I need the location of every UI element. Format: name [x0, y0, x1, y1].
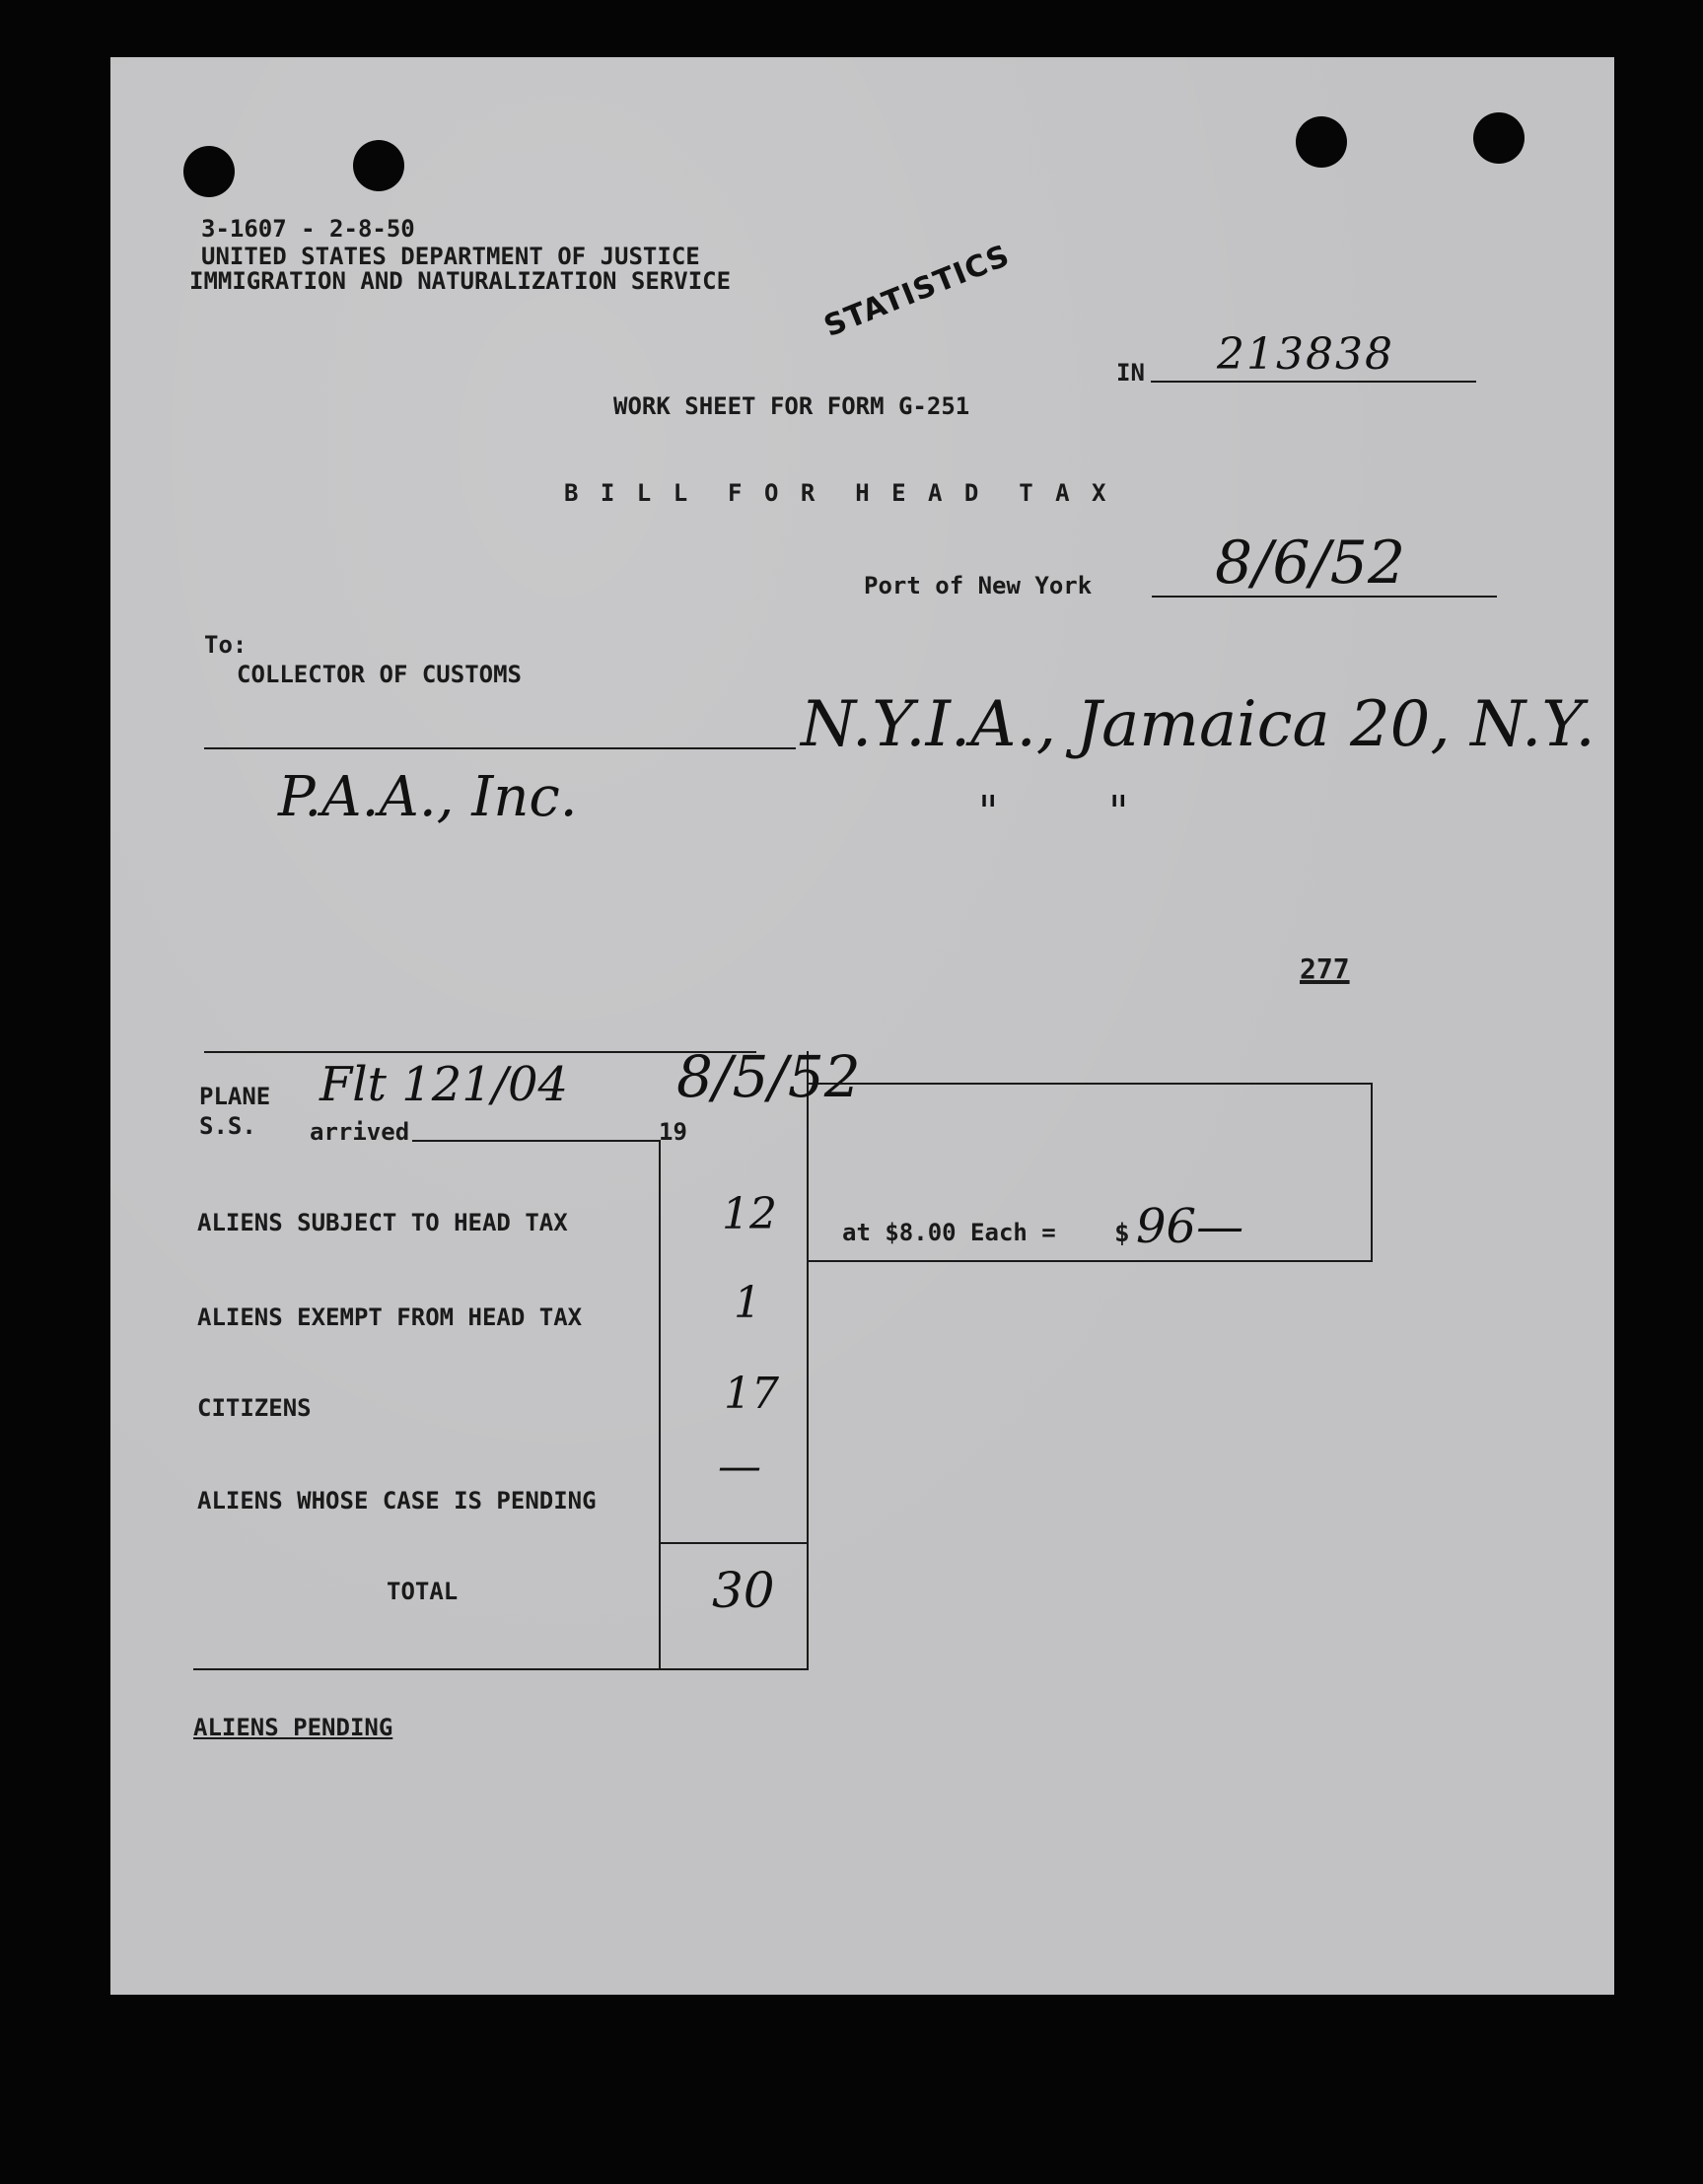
bill-title: B I L L F O R H E A D T A X [564, 479, 1110, 507]
total-label: TOTAL [387, 1578, 459, 1605]
row-value-citizens: 17 [724, 1369, 779, 1419]
ditto-marks: " " [978, 787, 1129, 837]
aliens-pending-heading: ALIENS PENDING [193, 1714, 393, 1741]
fee-amount: 96— [1136, 1199, 1244, 1254]
row-value-aliens-pending: — [718, 1442, 761, 1492]
year-prefix: 19 [659, 1118, 687, 1146]
flight-number: Flt 121/04 [319, 1057, 569, 1112]
department-name: UNITED STATES DEPARTMENT OF JUSTICE [201, 243, 700, 270]
statistics-stamp: STATISTICS [818, 238, 1016, 344]
total-separator [659, 1542, 807, 1544]
fee-box-bottom [807, 1260, 1373, 1262]
handwritten-company: P.A.A., Inc. [278, 765, 578, 829]
ss-label: S.S. [199, 1112, 256, 1140]
fee-text: at $8.00 Each = [842, 1219, 1056, 1246]
punch-hole [1473, 112, 1525, 164]
value-column-right [807, 1051, 809, 1670]
in-number: 213838 [1217, 329, 1394, 380]
row-value-aliens-exempt: 1 [734, 1278, 761, 1328]
row-label-aliens-pending: ALIENS WHOSE CASE IS PENDING [197, 1487, 597, 1515]
worksheet-title: WORK SHEET FOR FORM G-251 [613, 392, 970, 420]
in-label: IN [1116, 359, 1145, 387]
punch-hole [353, 140, 404, 191]
to-label: To: [204, 631, 248, 659]
row-label-aliens-exempt: ALIENS EXEMPT FROM HEAD TAX [197, 1303, 583, 1331]
port-label: Port of New York [864, 572, 1093, 599]
table-bottom-border [193, 1668, 807, 1670]
document-sheet [110, 57, 1614, 1995]
collector-of-customs: COLLECTOR OF CUSTOMS [237, 661, 522, 688]
total-value: 30 [712, 1562, 775, 1619]
table-top-border [204, 1051, 756, 1053]
punch-hole [183, 146, 235, 197]
row-label-aliens-subject: ALIENS SUBJECT TO HEAD TAX [197, 1209, 568, 1236]
form-number: 3-1607 - 2-8-50 [201, 215, 415, 243]
fee-currency: $ [1114, 1219, 1130, 1248]
fee-box-top [807, 1083, 1373, 1085]
arrived-underline [412, 1140, 661, 1142]
row-value-aliens-subject: 12 [722, 1189, 777, 1239]
page-number: 277 [1300, 952, 1350, 985]
arrived-label: arrived [310, 1118, 410, 1146]
collector-underline [204, 747, 796, 749]
in-number-underline [1151, 381, 1476, 383]
plane-label: PLANE [199, 1083, 271, 1110]
fee-box-right [1371, 1083, 1373, 1262]
value-column-left [659, 1140, 661, 1670]
punch-hole [1296, 116, 1347, 168]
arrival-date: 8/5/52 [676, 1043, 861, 1110]
row-label-citizens: CITIZENS [197, 1394, 312, 1422]
service-name: IMMIGRATION AND NATURALIZATION SERVICE [189, 267, 732, 295]
handwritten-address: N.Y.I.A., Jamaica 20, N.Y. [801, 688, 1596, 761]
port-date: 8/6/52 [1215, 528, 1406, 598]
